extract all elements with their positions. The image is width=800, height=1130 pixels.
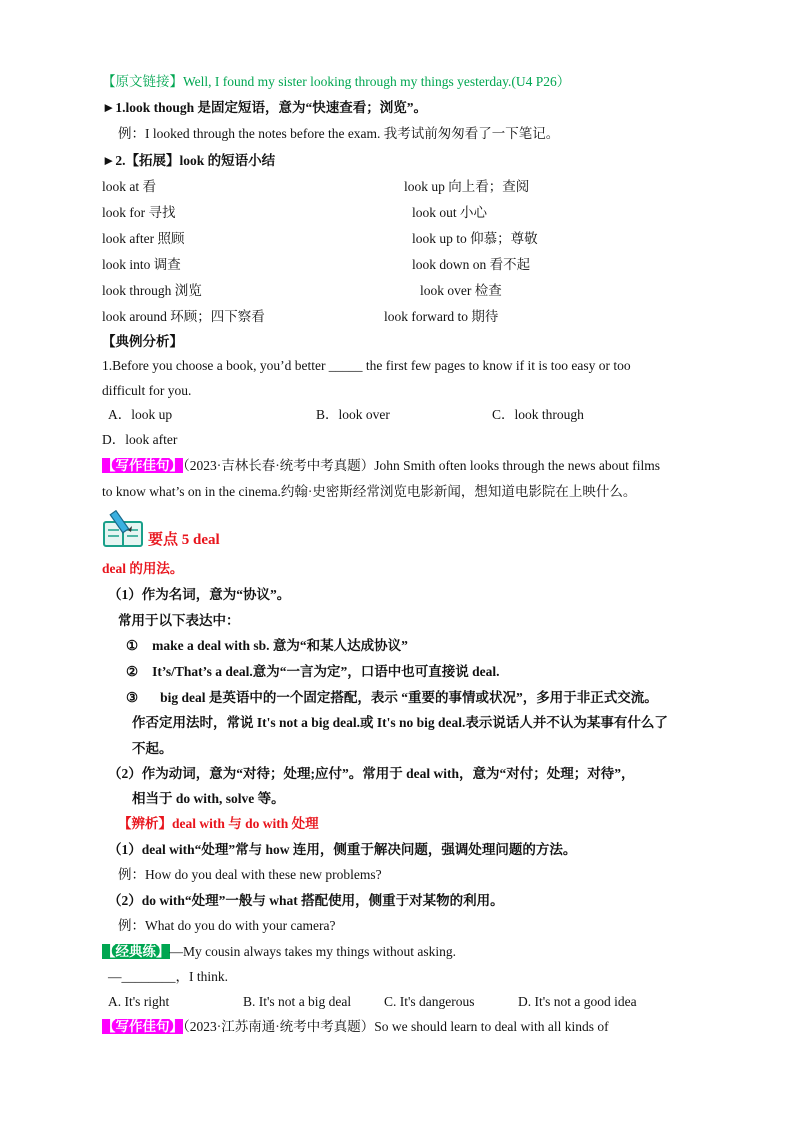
practice-option-a: A. It's right: [108, 994, 170, 1009]
question-1-line-2: difficult for you.: [102, 383, 192, 398]
collocation-3: [126, 689, 658, 707]
practice-option-c: C. It's dangerous: [384, 994, 475, 1009]
collocation-1: [126, 637, 408, 655]
verb-usage-line-2: 相当于 do with, solve 等。: [132, 791, 285, 806]
phrase-right: look down on 看不起: [412, 257, 531, 272]
example-heading: 【典例分析】: [102, 334, 183, 349]
original-link-line: [102, 73, 570, 91]
deal-usage-heading: deal 的用法。: [102, 561, 184, 576]
phrase-left: look for 寻找: [102, 205, 176, 220]
writing-tag: 【写作佳句】: [102, 458, 183, 473]
analysis-1: （1）deal with“处理”常与 how 连用，侧重于解决问题，强调处理问题的方法。: [108, 842, 577, 857]
phrase-left: look after 照顾: [102, 231, 185, 246]
collocation-3-line-3: 不起。: [132, 741, 173, 756]
phrase-left: look around 环顾；四下察看: [102, 309, 265, 324]
collocation-2: [126, 663, 500, 681]
option-a: A．look up: [108, 407, 173, 422]
noun-usage-sub: 常用于以下表达中：: [118, 613, 240, 628]
original-link-text: Well, I found my sister looking through my things yesterday.(U4 P26）: [183, 74, 571, 89]
collocation-text: make a deal with sb. 意为“和某人达成协议”: [152, 638, 408, 653]
writing-tag: 【写作佳句】: [102, 1019, 183, 1034]
phrase-right: look forward to 期待: [384, 309, 499, 324]
collocation-3-line-2: 作否定用法时，常说 It's not a big deal.或 It's no big deal.表示说话人并不认为某事有什么了: [132, 715, 668, 730]
writing-line-2: to know what’s on in the cinema.约翰·史密斯经常浏览电影新闻，想知道电影院在上映什么。: [102, 484, 637, 499]
practice-answer: —________，I think.: [108, 969, 228, 984]
collocation-text: big deal 是英语中的一个固定搭配，表示 “重要的事情或状况”，多用于非正式交流。: [160, 690, 658, 705]
phrase-left: look into 调查: [102, 257, 181, 272]
collocation-number: ①: [126, 638, 139, 653]
analysis-1-example: 例：How do you deal with these new problems?: [118, 867, 382, 882]
option-b: B．look over: [316, 407, 390, 422]
original-link-tag: 【原文链接】: [102, 74, 183, 89]
collocation-number: ②: [126, 664, 139, 679]
question-1-line-1: 1.Before you choose a book, you’d better _____ the first few pages to know if it is too easy or too: [102, 358, 631, 373]
writing-text: （2023·吉林长春·统考中考真题）John Smith often looks through the news about films: [183, 458, 660, 473]
practice-option-b: B. It's not a big deal: [243, 994, 352, 1009]
phrase-right: look out 小心: [412, 205, 488, 220]
phrase-left: look through 浏览: [102, 283, 202, 298]
phrase-left: look at 看: [102, 179, 156, 194]
section-title: 要点 5 deal: [148, 532, 220, 548]
collocation-text: It’s/That’s a deal.意为“一言为定”，口语中也可直接说 deal.: [152, 664, 500, 679]
notebook-icon: [102, 510, 148, 548]
analysis-heading: 【辨析】deal with 与 do with 处理: [118, 816, 319, 831]
practice-line: [102, 943, 456, 961]
practice-option-d: D. It's not a good idea: [518, 994, 637, 1009]
option-d: D．look after: [102, 432, 178, 447]
option-c: C．look through: [492, 407, 584, 422]
phrase-right: look over 检查: [420, 283, 502, 298]
point-1-example: 例：I looked through the notes before the exam. 我考试前匆匆看了一下笔记。: [118, 126, 560, 141]
writing-2-text: （2023·江苏南通·统考中考真题）So we should learn to deal with all kinds of: [183, 1019, 609, 1034]
phrase-right: look up to 仰慕；尊敬: [412, 231, 538, 246]
practice-question: —My cousin always takes my things without asking.: [169, 944, 456, 959]
writing-2-line: [102, 1018, 609, 1036]
noun-usage: （1）作为名词，意为“协议”。: [108, 587, 291, 602]
point-1: ►1.look though 是固定短语，意为“快速查看；浏览”。: [102, 100, 428, 115]
analysis-2-example: 例：What do you do with your camera?: [118, 918, 336, 933]
practice-tag: 【经典练】: [102, 944, 170, 959]
verb-usage-line-1: （2）作为动词，意为“对待；处理;应付”。常用于 deal with，意为“对付；处理；对待”，: [108, 766, 635, 781]
collocation-number: ③: [126, 690, 139, 705]
writing-line-1: [102, 457, 660, 475]
analysis-2: （2）do with“处理”一般与 what 搭配使用，侧重于对某物的利用。: [108, 893, 504, 908]
phrase-right: look up 向上看；查阅: [404, 179, 530, 194]
point-2-heading: ►2.【拓展】look 的短语小结: [102, 153, 276, 168]
